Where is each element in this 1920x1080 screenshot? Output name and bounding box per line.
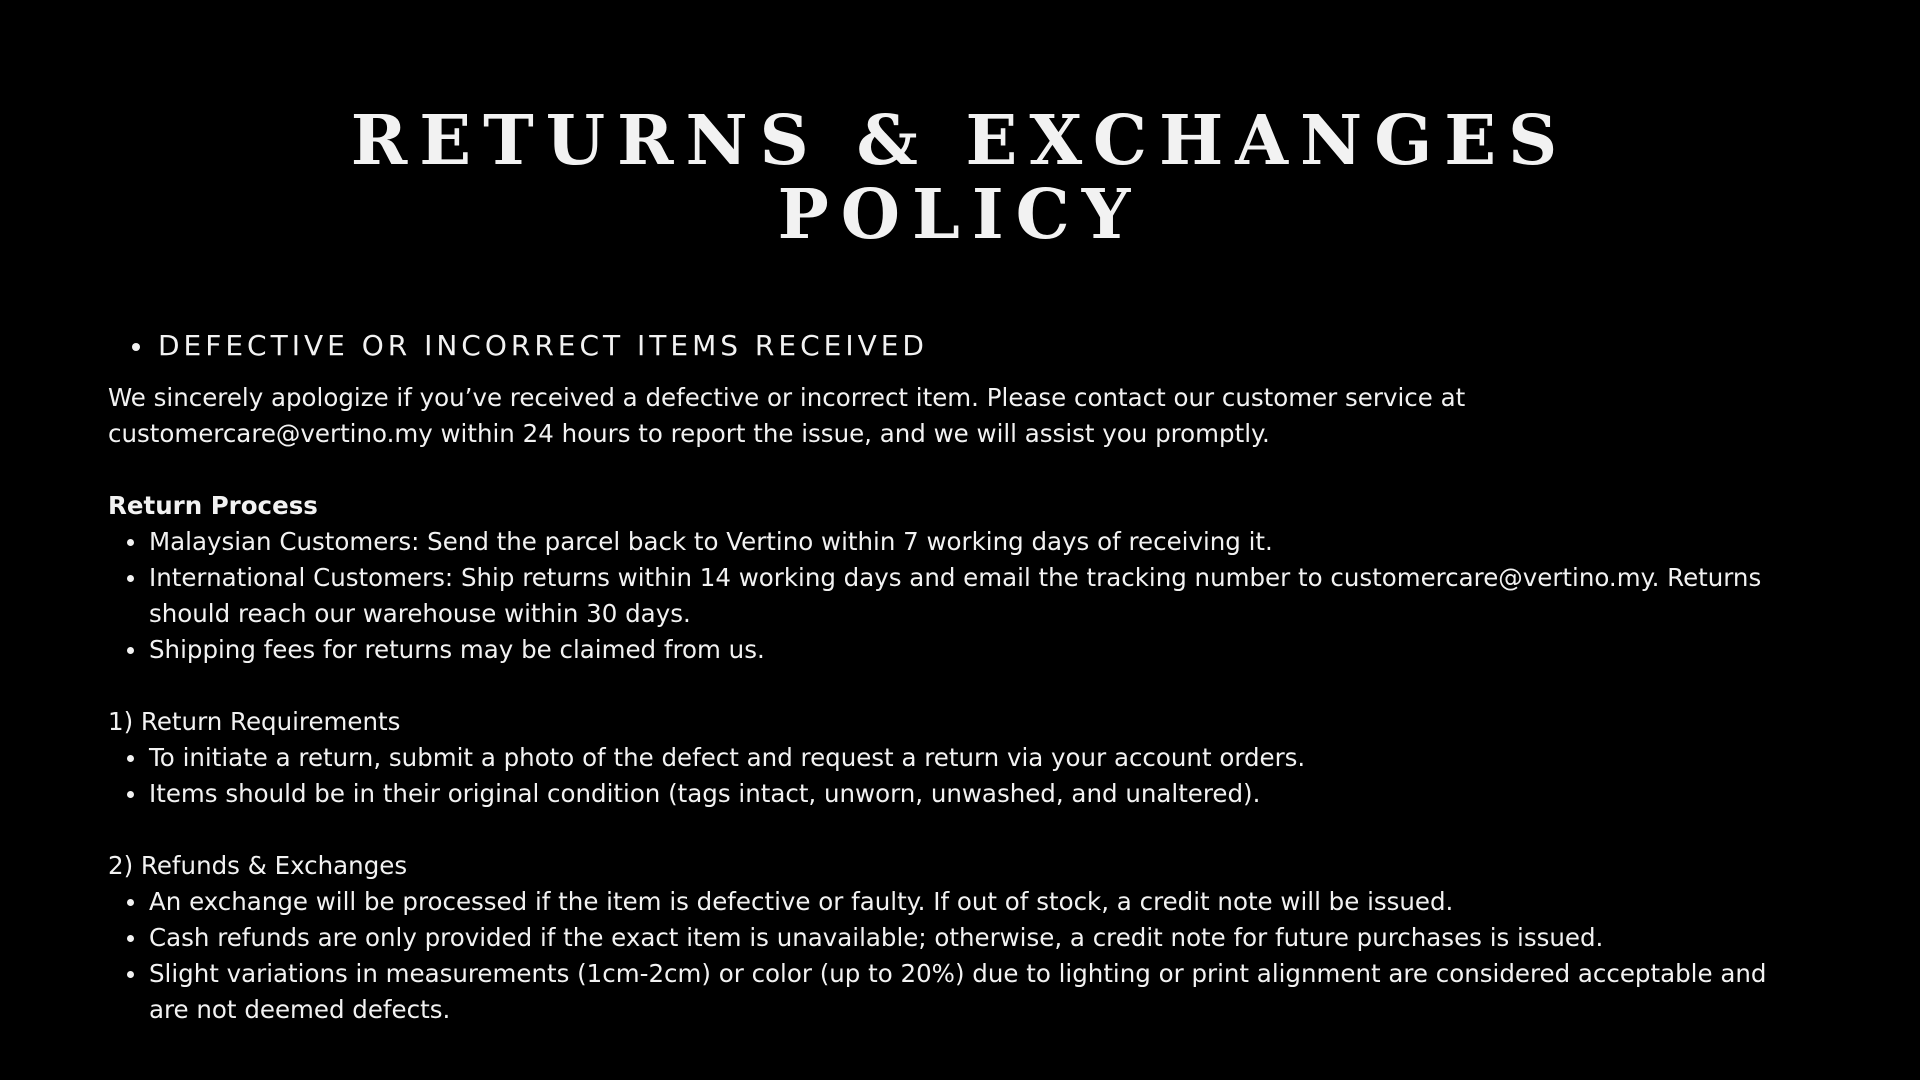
list-item <box>108 920 1808 956</box>
refunds-exchanges-list <box>108 884 1808 1028</box>
list-item-text: Cash refunds are only provided if the exact item is unavailable; otherwise, a credit note for future purchases is issued. <box>149 923 1604 952</box>
bullet-icon <box>127 899 134 906</box>
page-title <box>0 101 1920 255</box>
list-item-text: Malaysian Customers: Send the parcel back to Vertino within 7 working days of receiving it. <box>149 527 1273 556</box>
list-item-text: Slight variations in measurements (1cm-2cm) or color (up to 20%) due to lighting or print alignment are considered acceptable and are not deemed defects. <box>149 959 1767 1024</box>
spacer <box>108 812 1808 848</box>
list-item <box>108 524 1808 560</box>
list-item-text: To initiate a return, submit a photo of the defect and request a return via your account orders. <box>149 743 1306 772</box>
list-item-text: International Customers: Ship returns within 14 working days and email the tracking number to customercare@vertino.my. Returns should reach our warehouse within 30 days. <box>149 563 1762 628</box>
bullet-icon <box>127 755 134 762</box>
list-item <box>108 776 1808 812</box>
list-item <box>108 956 1808 1028</box>
bullet-icon <box>127 935 134 942</box>
list-item <box>108 740 1808 776</box>
return-process-heading: Return Process <box>108 491 318 520</box>
bullet-icon <box>127 971 134 978</box>
list-item <box>108 560 1808 632</box>
section-heading-text: DEFECTIVE OR INCORRECT ITEMS RECEIVED <box>158 329 928 362</box>
section-heading <box>108 326 1808 366</box>
bullet-icon <box>127 791 134 798</box>
list-item <box>108 884 1808 920</box>
policy-content <box>108 326 1808 1028</box>
return-requirements-list <box>108 740 1808 812</box>
bullet-icon <box>127 539 134 546</box>
bullet-icon <box>127 647 134 654</box>
list-item <box>108 632 1808 668</box>
intro-paragraph: We sincerely apologize if you’ve received a defective or incorrect item. Please contact our customer service at customercare@vertino.my within 24 hours to report the issue, and we will assist you promptly. <box>108 383 1466 448</box>
list-item-text: An exchange will be processed if the item is defective or faulty. If out of stock, a credit note will be issued. <box>149 887 1454 916</box>
page-title-line-1: RETURNS & EXCHANGES <box>350 101 1570 181</box>
page-title-line-2: POLICY <box>777 175 1143 255</box>
refunds-exchanges-heading: 2) Refunds & Exchanges <box>108 851 408 880</box>
return-requirements-heading: 1) Return Requirements <box>108 707 401 736</box>
bullet-icon <box>127 575 134 582</box>
list-item-text: Shipping fees for returns may be claimed from us. <box>149 635 765 664</box>
bullet-icon <box>132 343 140 351</box>
spacer <box>108 452 1808 488</box>
list-item-text: Items should be in their original condition (tags intact, unworn, unwashed, and unaltered). <box>149 779 1261 808</box>
return-process-list <box>108 524 1808 668</box>
spacer <box>108 668 1808 704</box>
